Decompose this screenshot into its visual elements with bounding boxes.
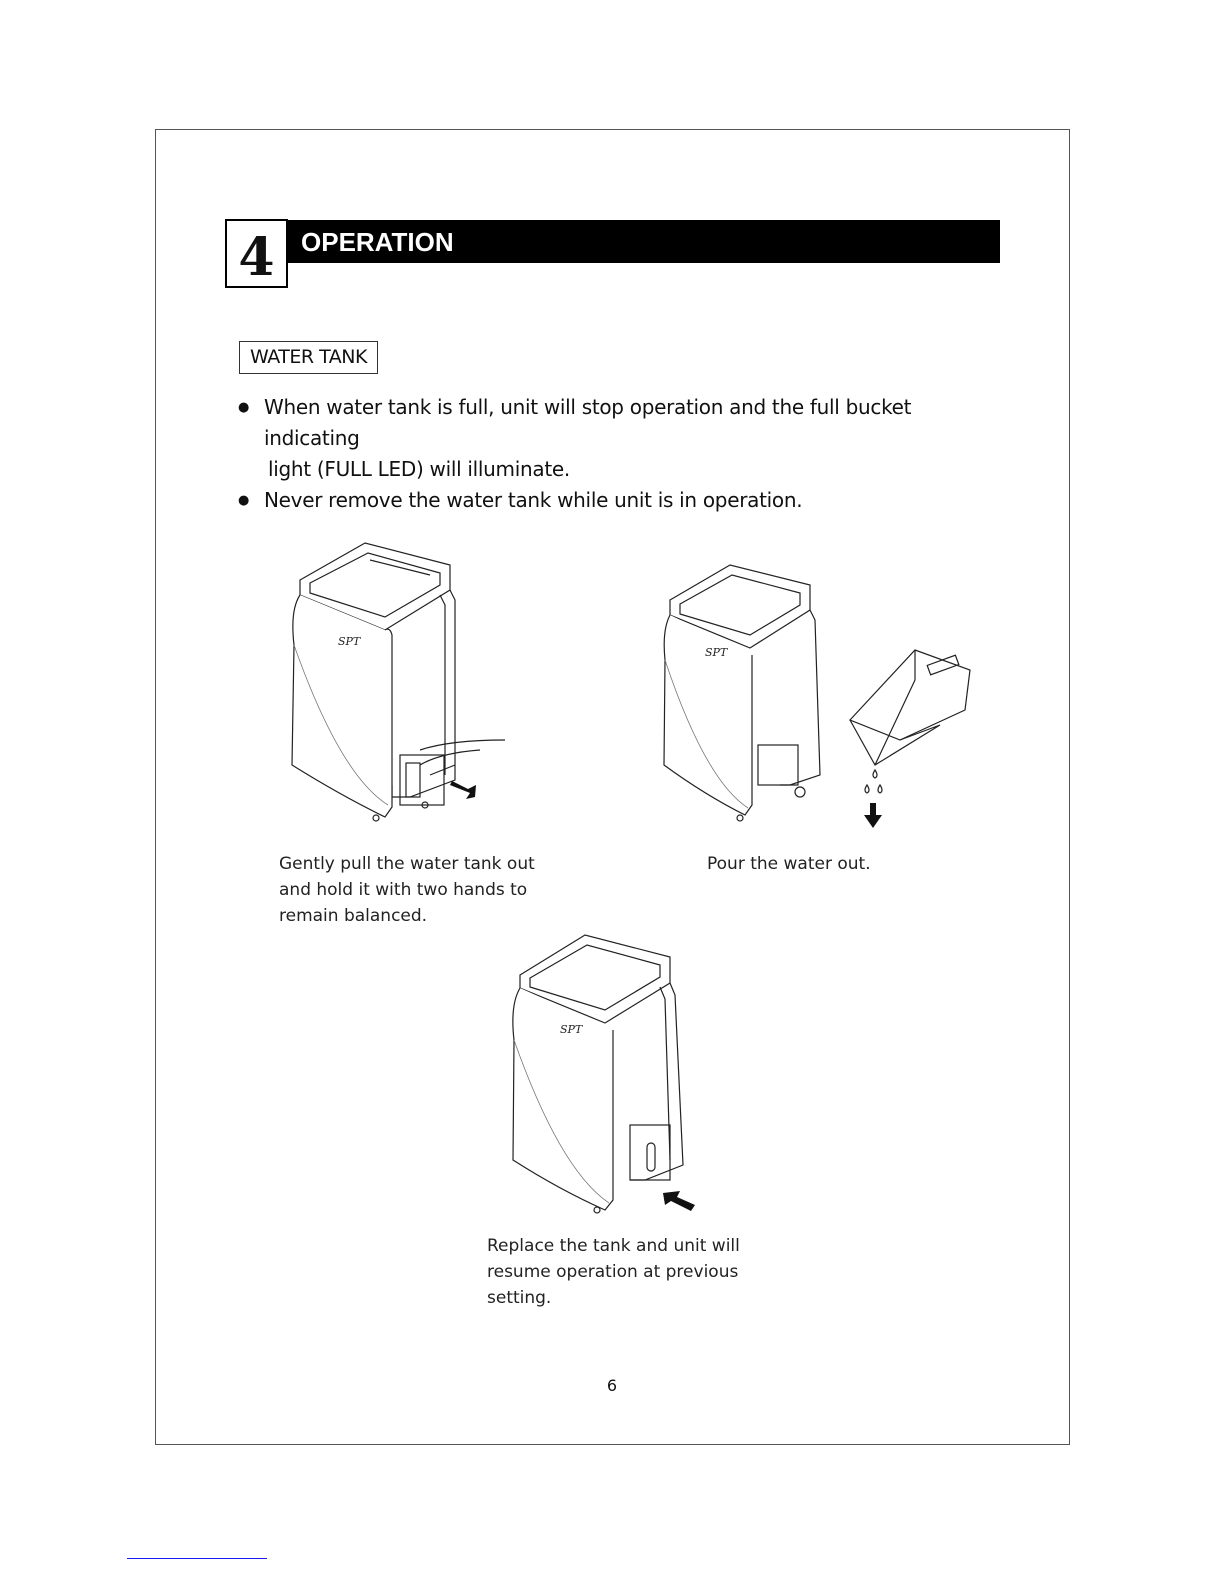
brand-mark: SPT: [338, 635, 361, 648]
figure-caption-replace: Replace the tank and unit will resume operation at previous setting.: [487, 1236, 740, 1308]
figure-caption-pull: Gently pull the water tank out and hold it with two hands to remain balanced.: [279, 854, 535, 926]
bullet-list: [238, 392, 958, 516]
section-number: 4: [225, 219, 288, 288]
brand-mark: SPT: [560, 1023, 583, 1036]
section-title: OPERATION: [287, 220, 1000, 263]
arrow-down-icon: [864, 803, 882, 828]
bullet-text: Never remove the water tank while unit is in operation.: [264, 488, 803, 512]
bullet-item: [238, 485, 958, 516]
brand-mark: SPT: [705, 646, 728, 659]
footer-link-underline: [127, 1558, 267, 1559]
bullet-item: [238, 392, 958, 485]
figure-pour-water: [660, 560, 980, 830]
figure-caption-pour: Pour the water out.: [707, 854, 871, 874]
figure-replace-tank: [505, 925, 715, 1215]
arrow-right-icon: [450, 781, 476, 799]
arrow-left-icon: [663, 1191, 695, 1211]
figure-pull-tank: [280, 535, 520, 825]
subsection-title: WATER TANK: [239, 341, 378, 374]
page-number: 6: [606, 1376, 618, 1395]
bullet-text: When water tank is full, unit will stop operation and the full bucket indicating: [264, 395, 912, 450]
bullet-text-continued: light (FULL LED) will illuminate.: [268, 457, 570, 481]
